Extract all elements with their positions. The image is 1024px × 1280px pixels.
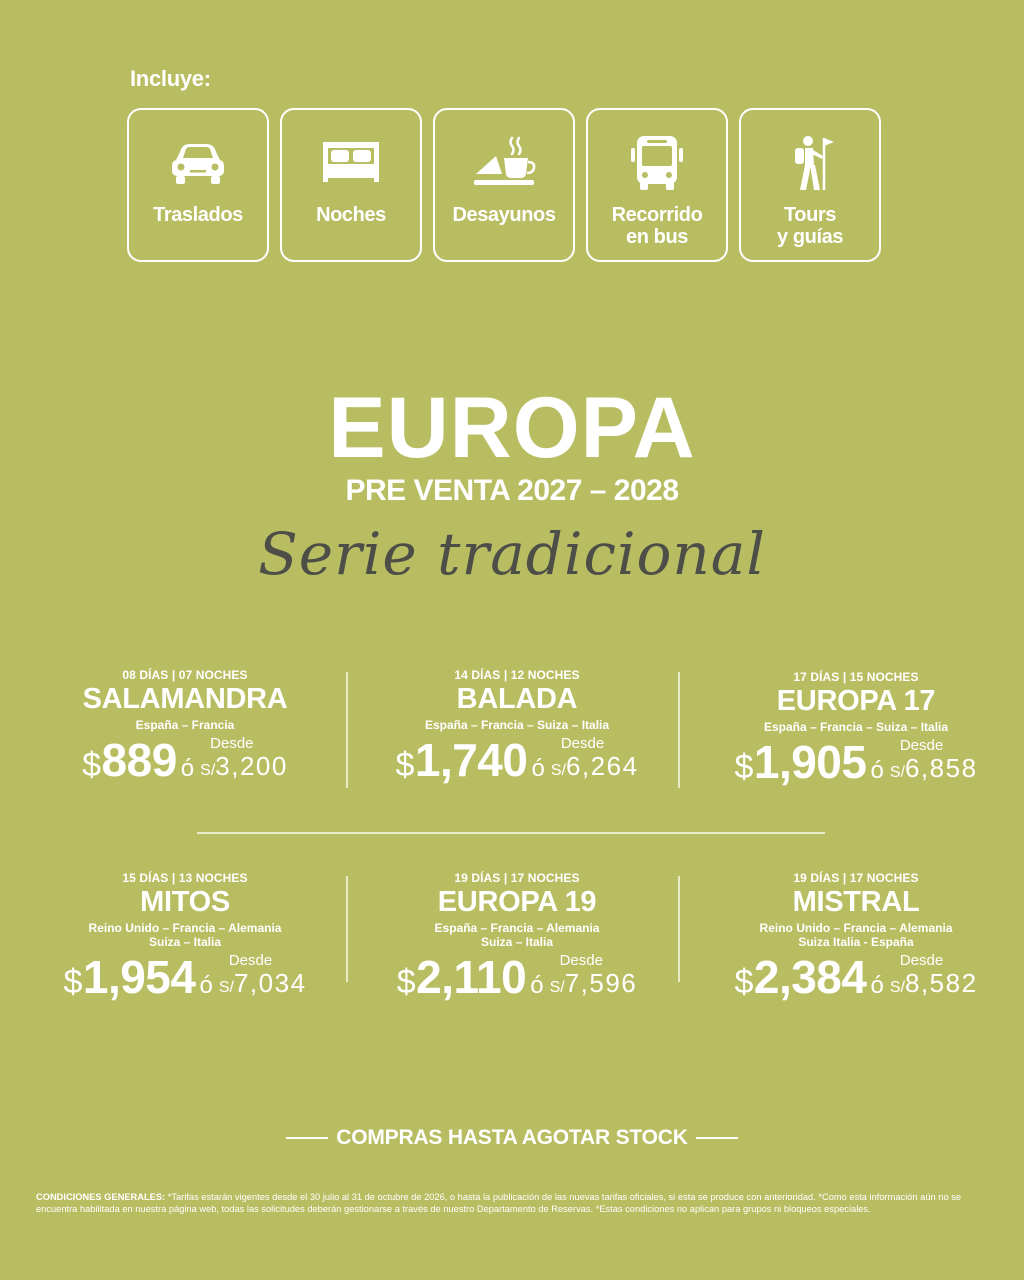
package-duration: 19 DÍAS | 17 NOCHES xyxy=(454,871,580,885)
package-duration: 17 DÍAS | 15 NOCHES xyxy=(793,670,919,684)
package-duration: 19 DÍAS | 17 NOCHES xyxy=(793,871,919,885)
package-name: SALAMANDRA xyxy=(82,683,288,715)
or-separator: ó xyxy=(530,972,544,999)
package-duration: 15 DÍAS | 13 NOCHES xyxy=(122,871,248,885)
desde-label: Desde xyxy=(210,735,254,752)
package-card-salamandra xyxy=(35,668,335,789)
package-card-mitos xyxy=(35,871,335,1006)
conditions-label: CONDICIONES GENERALES: xyxy=(36,1192,166,1202)
desde-label: Desde xyxy=(560,735,605,752)
package-countries: España – Francia – Suiza – Italia xyxy=(763,720,949,734)
include-card-bus-tour xyxy=(586,108,728,262)
or-separator: ó xyxy=(870,757,884,784)
package-duration: 08 DÍAS | 07 NOCHES xyxy=(122,668,248,682)
or-separator: ó xyxy=(870,972,884,999)
usd-price: $1,954 xyxy=(63,951,196,1003)
usd-price: $889 xyxy=(82,734,177,786)
package-countries: Reino Unido – Francia – Alemania Suiza – Italia xyxy=(88,921,282,949)
include-label: Tours y guías xyxy=(776,204,844,248)
desde-label: Desde xyxy=(228,952,273,969)
include-card-transfers xyxy=(127,108,269,262)
conditions-text: *Tarifas estarán vigentes desde el 30 julio al 31 de octubre de 2026, o hasta la publicación de las nuevas tarifas oficiales, si esta se produce con anterioridad. *Como esta información aún no se encuentra habilitada en nuestra página web, todas las solicitudes deberán gestionarse a través de nuestro Departamento de Reservas. *Estas condiciones no aplican para grupos ni bloqueos especiales. xyxy=(36,1192,962,1214)
include-label: Noches xyxy=(316,204,386,226)
include-card-tours-guides xyxy=(739,108,881,262)
includes-row xyxy=(127,108,881,262)
usd-price: $1,905 xyxy=(734,736,867,788)
hiker-icon xyxy=(774,132,846,194)
package-name: MISTRAL xyxy=(792,886,920,918)
pen-price: S/6,264 xyxy=(550,751,639,781)
bed-icon xyxy=(315,132,387,194)
include-label: Recorrido en bus xyxy=(611,204,703,248)
pen-price: S/7,596 xyxy=(549,968,638,998)
car-icon xyxy=(162,132,234,194)
stock-dash-left xyxy=(286,1137,328,1139)
package-countries: Reino Unido – Francia – Alemania Suiza Italia - España xyxy=(759,921,953,949)
package-name: MITOS xyxy=(140,886,230,918)
package-card-europa-17 xyxy=(706,670,1006,791)
stock-dash-right xyxy=(696,1137,738,1139)
hero-title: EUROPA xyxy=(328,380,696,476)
row-divider xyxy=(197,832,825,834)
package-card-europa-19 xyxy=(367,871,667,1006)
bus-icon xyxy=(621,132,693,194)
package-countries: España – Francia – Suiza – Italia xyxy=(424,718,610,732)
usd-price: $2,384 xyxy=(734,951,867,1003)
or-separator: ó xyxy=(531,755,545,782)
include-card-breakfast xyxy=(433,108,575,262)
include-label: Desayunos xyxy=(452,204,556,226)
package-duration: 14 DÍAS | 12 NOCHES xyxy=(454,668,580,682)
pen-price: S/6,858 xyxy=(889,753,978,783)
stock-text: COMPRAS HASTA AGOTAR STOCK xyxy=(336,1126,688,1149)
column-divider xyxy=(346,672,348,788)
package-countries: España – Francia – Alemania Suiza – Italia xyxy=(434,921,600,949)
stock-banner xyxy=(0,1126,1024,1150)
package-card-mistral xyxy=(706,871,1006,1006)
package-name: EUROPA 17 xyxy=(776,685,936,717)
package-card-balada xyxy=(367,668,667,789)
general-conditions xyxy=(36,1192,992,1215)
usd-price: $1,740 xyxy=(395,734,528,786)
desde-label: Desde xyxy=(559,952,603,969)
include-label: Traslados xyxy=(153,204,243,226)
hero-script-title: Serie tradicional xyxy=(258,520,766,588)
desde-label: Desde xyxy=(899,737,944,754)
usd-price: $2,110 xyxy=(396,951,527,1003)
breakfast-icon xyxy=(468,132,540,194)
or-separator: ó xyxy=(180,755,195,782)
column-divider xyxy=(678,876,680,982)
pen-price: S/3,200 xyxy=(200,751,288,781)
package-name: EUROPA 19 xyxy=(437,886,597,918)
or-separator: ó xyxy=(199,972,213,999)
hero-subtitle: PRE VENTA 2027 – 2028 xyxy=(345,474,679,507)
column-divider xyxy=(346,876,348,982)
include-card-nights xyxy=(280,108,422,262)
column-divider xyxy=(678,672,680,788)
pen-price: S/7,034 xyxy=(218,968,307,998)
desde-label: Desde xyxy=(899,952,944,969)
package-name: BALADA xyxy=(456,683,578,715)
includes-label: Incluye: xyxy=(130,66,211,91)
package-countries: España – Francia xyxy=(135,718,235,732)
pen-price: S/8,582 xyxy=(889,968,978,998)
